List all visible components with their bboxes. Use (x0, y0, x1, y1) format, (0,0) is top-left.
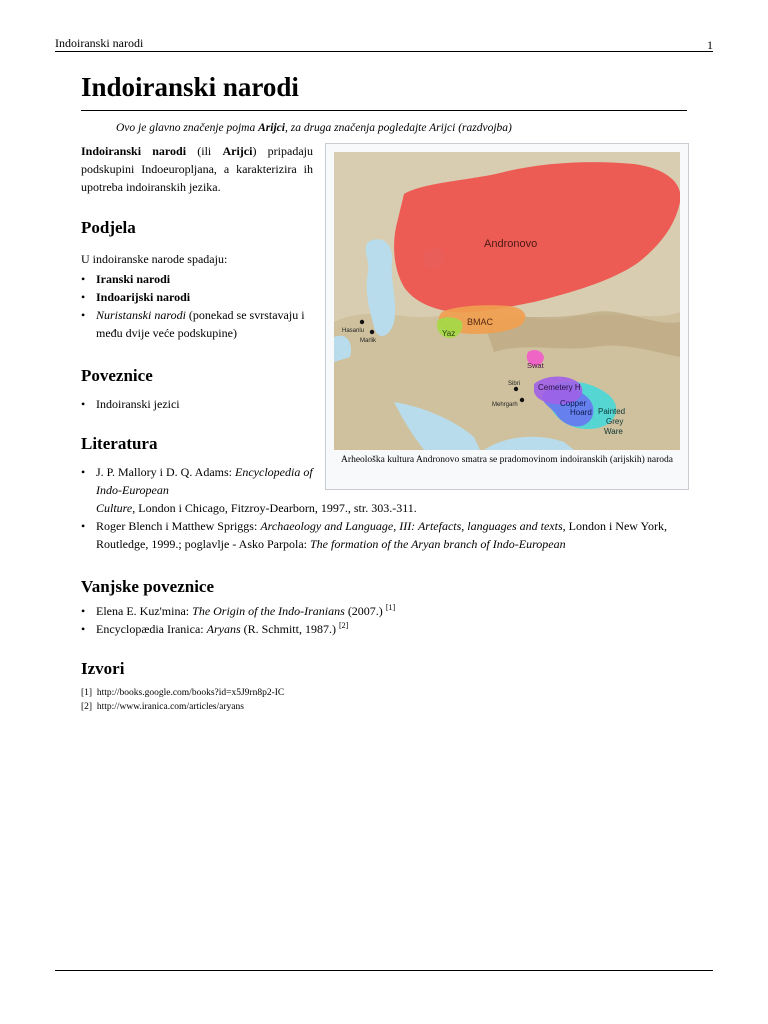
lit2-title2: The formation of the Aryan branch of Indo-European (309, 537, 566, 551)
hatnote-suffix: , za druga značenja pogledajte Arijci (razdvojba) (284, 122, 512, 134)
list-item (81, 270, 313, 288)
header-rule (55, 51, 713, 52)
list-item (81, 463, 417, 517)
poveznice-list (81, 395, 313, 413)
hatnote-prefix: Ovo je glavno značenje pojma (116, 122, 259, 134)
lit1-authors: J. P. Mallory i D. Q. Adams: (96, 465, 236, 479)
reference-number: [2] (81, 702, 93, 712)
reference-number: [1] (81, 688, 93, 698)
podjela-list (81, 270, 313, 342)
link-nuristanski-narodi[interactable]: Nuristanski narodi (96, 308, 186, 322)
reference-item (81, 700, 284, 714)
figure-caption: Arheološka kultura Andronovo smatra se pradomovinom indoiranskih (arijskih) naroda (341, 455, 673, 465)
lit1-rest: , London i Chicago, Fitzroy-Dearborn, 1997., str. 303.-311. (132, 501, 417, 515)
list-item (81, 517, 687, 553)
pgw-label-2: Grey (606, 417, 624, 426)
sibri-marker (514, 387, 518, 391)
ext1-ref-link[interactable]: [1] (385, 603, 396, 612)
list-item (81, 620, 687, 638)
yaz-label: Yaz (442, 329, 456, 338)
ext2-ref-link[interactable]: [2] (338, 621, 349, 630)
intro-alias: Arijci (222, 144, 253, 158)
ext2-rest: (R. Schmitt, 1987.) (240, 622, 339, 636)
podjela-intro: U indoiranske narode spadaju: (81, 252, 228, 266)
nuristani-note: (ponekad se svrstavaju i među dvije veće podskupine) (96, 308, 305, 340)
intro-subject: Indoiranski narodi (81, 144, 187, 158)
izvori-list (81, 686, 284, 714)
hasanlu-label: Hasanlu (342, 328, 365, 334)
lit2-title: Archaeology and Language, III: Artefacts, languages and texts (260, 519, 563, 533)
copper-label-1: Copper (560, 399, 587, 408)
andronovo-label: Andronovo (484, 238, 538, 250)
marlik-marker (370, 330, 374, 334)
heading-literatura: Literatura (81, 434, 158, 453)
link-indoiranski-jezici[interactable]: Indoiranski jezici (96, 397, 180, 411)
swat-label: Swat (527, 361, 544, 370)
intro-paren-open: (ili (186, 144, 223, 158)
list-item (81, 395, 313, 413)
list-item (81, 288, 313, 306)
reference-item (81, 686, 284, 700)
list-item (81, 306, 313, 342)
bmac-label: BMAC (467, 317, 494, 327)
pgw-label-3: Ware (604, 427, 623, 436)
ext2-source: Encyclopædia Iranica: (96, 622, 207, 636)
hatnote-term-link[interactable]: Arijci (258, 122, 285, 134)
map-figure (325, 143, 689, 490)
ext2-title-link[interactable]: Aryans (206, 622, 241, 636)
heading-vanjske-poveznice: Vanjske poveznice (81, 577, 215, 596)
lit2-mid: , London i New York, Routledge, 1999.; poglavlje - Asko Parpola: (96, 519, 667, 551)
lit2-authors: Roger Blench i Matthew Spriggs: (96, 519, 261, 533)
vanjske-list (81, 602, 687, 638)
running-header-title: Indoiranski narodi (55, 36, 144, 50)
ext1-author: Elena E. Kuz'mina: (96, 604, 193, 618)
link-iranski-narodi[interactable]: Iranski narodi (96, 272, 171, 286)
title-rule (81, 110, 687, 111)
heading-podjela: Podjela (81, 218, 136, 237)
running-header (55, 36, 713, 52)
page-number: 1 (707, 38, 713, 52)
copper-label-2: Hoard (570, 408, 592, 417)
page-title: Indoiranski narodi (81, 72, 299, 102)
hasanlu-marker (360, 320, 364, 324)
literatura-list (81, 463, 687, 553)
lit1-title: Encyclopedia of Indo-European Culture (96, 465, 313, 515)
ext1-title-link[interactable]: The Origin of the Indo-Iranians (192, 604, 345, 618)
link-indoarijski-narodi[interactable]: Indoarijski narodi (96, 290, 191, 304)
intro-paragraph (81, 142, 313, 196)
marlik-label: Marlik (360, 338, 376, 344)
heading-poveznice: Poveznice (81, 366, 153, 385)
intro-rest: ) pripadaju podskupini Indoeuropljana, a karakterizira ih upotreba indoiranskih jezika. (81, 144, 313, 194)
ext1-year: (2007.) (344, 604, 386, 618)
mehrgarh-label: Mehrgarh (492, 402, 518, 408)
hatnote (116, 122, 512, 134)
sibri-label: Sibri (508, 381, 521, 387)
andronovo-map[interactable] (334, 152, 680, 450)
mehrgarh-marker (520, 398, 524, 402)
list-item (81, 602, 687, 620)
cemetery-label: Cemetery H (538, 383, 581, 392)
heading-izvori: Izvori (81, 659, 125, 678)
pgw-label-1: Painted (598, 407, 626, 416)
footer-rule (55, 970, 713, 971)
reference-url-link[interactable]: http://books.google.com/books?id=x5J9rn8p2-IC (96, 688, 285, 698)
reference-url-link[interactable]: http://www.iranica.com/articles/aryans (96, 702, 244, 712)
